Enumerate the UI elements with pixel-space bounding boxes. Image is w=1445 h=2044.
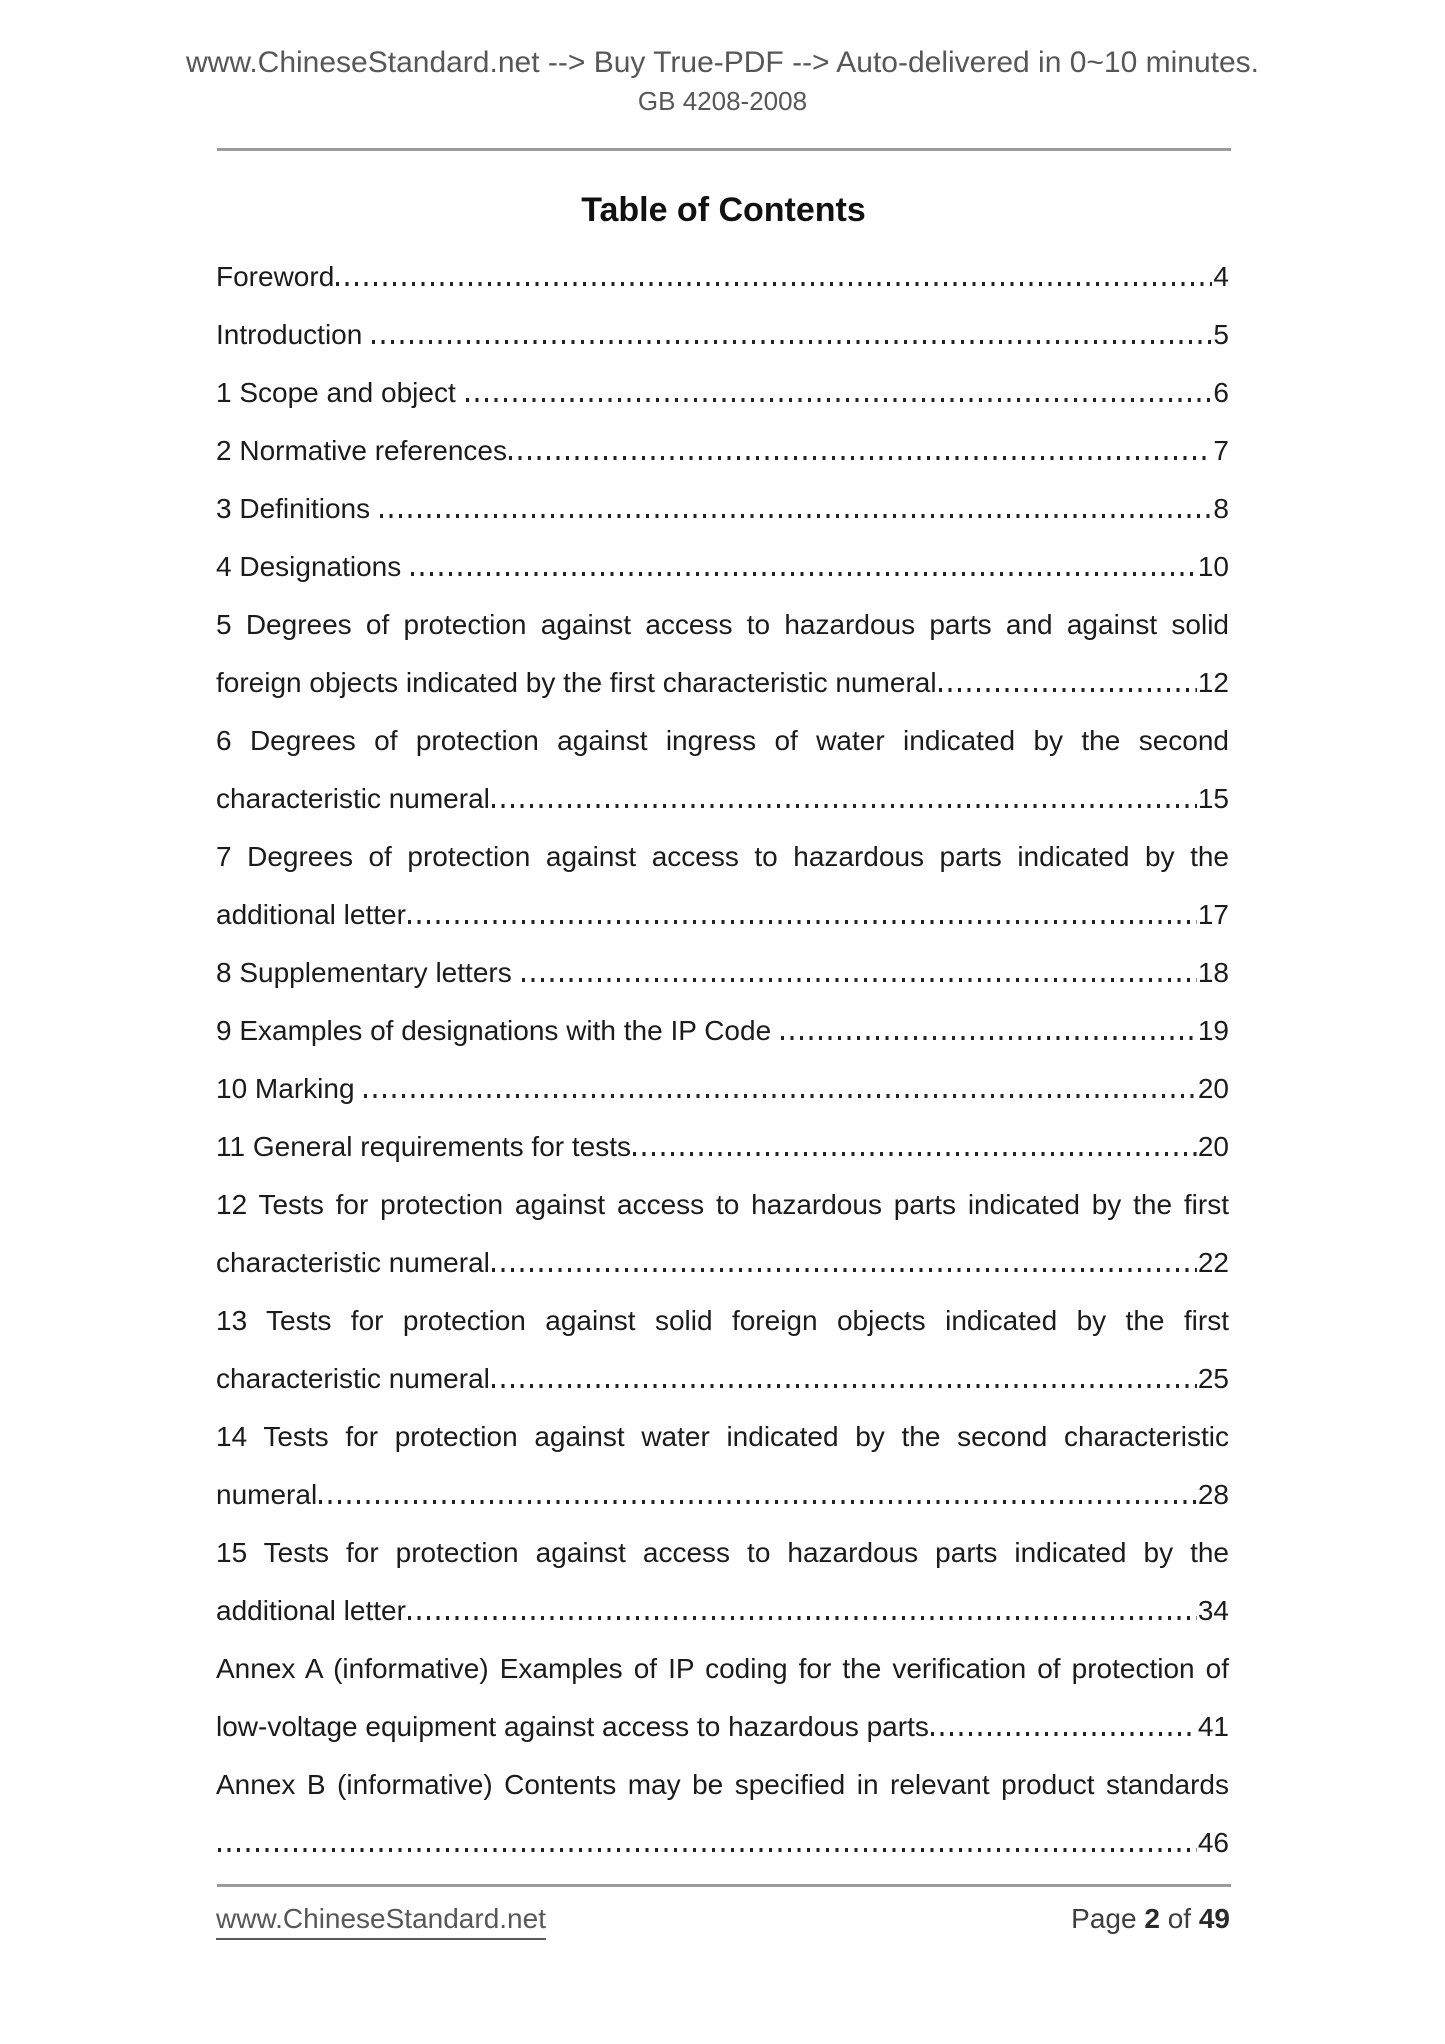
- toc-row: [216, 1350, 1229, 1408]
- footer-site-link[interactable]: www.ChineseStandard.net: [216, 1902, 546, 1940]
- dot-leader: [781, 1036, 1197, 1040]
- page-number: 7: [1213, 435, 1229, 466]
- toc-entry-label: 12 Tests for protection against access to hazardous parts indicated by the first: [216, 1189, 1229, 1220]
- dot-leader: [939, 688, 1197, 692]
- page-number: 28: [1197, 1479, 1229, 1510]
- toc-row: [216, 1408, 1229, 1466]
- toc-row: [216, 1640, 1229, 1698]
- page-number: 22: [1197, 1247, 1229, 1278]
- toc-entry-label: Annex B (informative) Contents may be specified in relevant product standards: [216, 1769, 1229, 1800]
- toc-entry-label: 5 Degrees of protection against access to hazardous parts and against solid: [216, 609, 1229, 640]
- toc-entry-label: additional letter: [216, 1595, 406, 1626]
- header-divider: [217, 148, 1231, 151]
- dot-leader: [372, 340, 1212, 344]
- toc-row: [216, 364, 1229, 422]
- toc-row: [216, 480, 1229, 538]
- toc-row: [216, 248, 1229, 306]
- table-of-contents: [216, 248, 1229, 1872]
- page-number: 17: [1197, 899, 1229, 930]
- page-number: 18: [1197, 957, 1229, 988]
- toc-entry-label: 4 Designations: [216, 551, 410, 582]
- toc-row: [216, 1060, 1229, 1118]
- toc-entry-label: characteristic numeral: [216, 1247, 490, 1278]
- toc-row: [216, 944, 1229, 1002]
- toc-entry-label: 2 Normative references: [216, 435, 508, 466]
- dot-leader: [492, 1384, 1197, 1388]
- dot-leader: [319, 1500, 1197, 1504]
- toc-entry-label: Introduction: [216, 319, 371, 350]
- toc-entry-label: 8 Supplementary letters: [216, 957, 520, 988]
- page-number: 5: [1213, 319, 1229, 350]
- page-word: Page: [1071, 1903, 1137, 1934]
- dot-leader: [218, 1848, 1197, 1852]
- toc-entry-label: numeral: [216, 1479, 318, 1510]
- toc-row: [216, 712, 1229, 770]
- toc-entry-label: additional letter: [216, 899, 406, 930]
- dot-leader: [336, 282, 1212, 286]
- toc-row: [216, 1466, 1229, 1524]
- dot-leader: [509, 456, 1212, 460]
- page-number: 12: [1197, 667, 1229, 698]
- page-number: 25: [1197, 1363, 1229, 1394]
- toc-entry-label: 3 Definitions: [216, 493, 378, 524]
- toc-entry-label: low-voltage equipment against access to hazardous parts: [216, 1711, 929, 1742]
- page-total: 49: [1198, 1903, 1230, 1934]
- page-number: 20: [1197, 1131, 1229, 1162]
- toc-entry-label: 9 Examples of designations with the IP Code: [216, 1015, 779, 1046]
- toc-row: [216, 1176, 1229, 1234]
- toc-entry-label: 6 Degrees of protection against ingress of water indicated by the second: [216, 725, 1229, 756]
- toc-entry-label: foreign objects indicated by the first characteristic numeral: [216, 667, 937, 698]
- page-number: 34: [1197, 1595, 1229, 1626]
- toc-entry-label: Foreword: [216, 261, 335, 292]
- page-number: 15: [1197, 783, 1229, 814]
- toc-entry-label: 14 Tests for protection against water indicated by the second characteristic: [216, 1421, 1229, 1452]
- page-current: 2: [1144, 1903, 1160, 1934]
- toc-row: [216, 1582, 1229, 1640]
- dot-leader: [408, 1616, 1197, 1620]
- dot-leader: [633, 1152, 1197, 1156]
- toc-row: [216, 770, 1229, 828]
- toc-row: [216, 596, 1229, 654]
- dot-leader: [411, 572, 1197, 576]
- page-title: Table of Contents: [581, 191, 866, 229]
- dot-leader: [931, 1732, 1197, 1736]
- toc-row: [216, 1234, 1229, 1292]
- toc-entry-label: 7 Degrees of protection against access to hazardous parts indicated by the: [216, 841, 1229, 872]
- toc-entry-label: 1 Scope and object: [216, 377, 464, 408]
- dot-leader: [380, 514, 1213, 518]
- toc-entry-label: characteristic numeral: [216, 1363, 490, 1394]
- page-number: 19: [1197, 1015, 1229, 1046]
- page-number: 46: [1197, 1827, 1229, 1858]
- footer-page-indicator: [1071, 1902, 1230, 1936]
- page-number: 8: [1213, 493, 1229, 524]
- toc-entry-label: characteristic numeral: [216, 783, 490, 814]
- toc-entry-label: 11 General requirements for tests: [216, 1131, 632, 1162]
- page-number: 10: [1197, 551, 1229, 582]
- dot-leader: [364, 1094, 1197, 1098]
- toc-entry-label: 15 Tests for protection against access to hazardous parts indicated by the: [216, 1537, 1229, 1568]
- footer-divider: [217, 1884, 1231, 1887]
- header-delivery-line: www.ChineseStandard.net --> Buy True-PDF --> Auto-delivered in 0~10 minutes.: [185, 46, 1260, 79]
- toc-entry-label: 10 Marking: [216, 1073, 363, 1104]
- toc-row: [216, 1698, 1229, 1756]
- toc-row: [216, 886, 1229, 944]
- toc-row: [216, 654, 1229, 712]
- dot-leader: [522, 978, 1197, 982]
- toc-row: [216, 1292, 1229, 1350]
- toc-row: [216, 828, 1229, 886]
- toc-row: [216, 1118, 1229, 1176]
- dot-leader: [466, 398, 1213, 402]
- toc-row: [216, 1814, 1229, 1872]
- toc-row: [216, 306, 1229, 364]
- of-word: of: [1167, 1903, 1192, 1934]
- toc-entry-label: 13 Tests for protection against solid foreign objects indicated by the first: [216, 1305, 1229, 1336]
- page-number: 4: [1213, 261, 1229, 292]
- header-doc-number: GB 4208-2008: [637, 86, 808, 116]
- toc-row: [216, 1524, 1229, 1582]
- page-number: 6: [1213, 377, 1229, 408]
- dot-leader: [492, 804, 1197, 808]
- page-number: 20: [1197, 1073, 1229, 1104]
- toc-row: [216, 538, 1229, 596]
- footer: [216, 1902, 1230, 1940]
- toc-row: [216, 1002, 1229, 1060]
- toc-entry-label: Annex A (informative) Examples of IP coding for the verification of protection of: [216, 1653, 1229, 1684]
- dot-leader: [408, 920, 1197, 924]
- page-number: 41: [1197, 1711, 1229, 1742]
- dot-leader: [492, 1268, 1197, 1272]
- toc-row: [216, 1756, 1229, 1814]
- toc-row: [216, 422, 1229, 480]
